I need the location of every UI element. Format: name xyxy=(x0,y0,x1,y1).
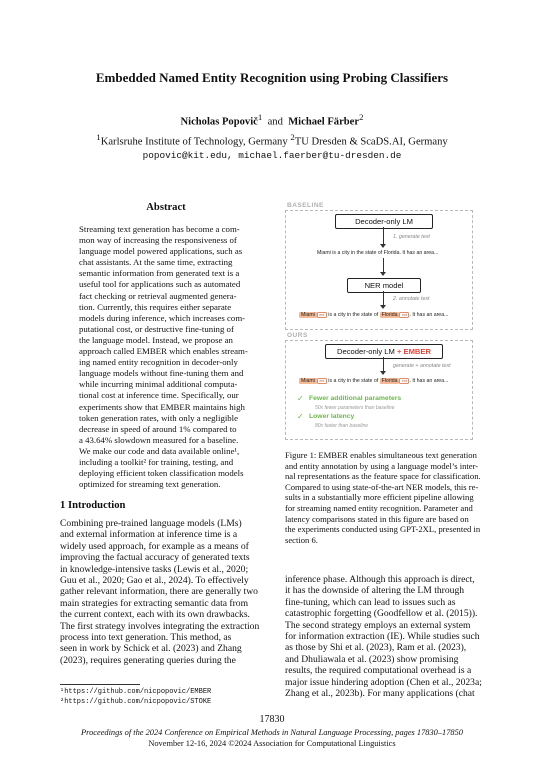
body-line: The second strategy employs an external system xyxy=(285,619,471,631)
abstract-line: semantic information from generated text is a xyxy=(79,268,240,279)
abstract-line: decrease in speed of around 1% compared to xyxy=(79,423,237,434)
abstract-line: deploying efficient token classification models xyxy=(79,468,244,479)
caption-line: Figure 1: EMBER enables simultaneous text generation xyxy=(285,450,477,460)
affiliations: $^1$Karlsruhe Institute of Technology, Germany $^2$TU Dresden & ScaDS.AI, Germany xyxy=(96,131,448,148)
emails: popovic@kit.edu, michael.faerber@tu-dresden.de xyxy=(142,150,402,162)
body-line: as those by Shi et al. (2023), Ram et al. (2023), xyxy=(285,642,467,654)
intro-line: The first strategy involves integrating the extraction xyxy=(60,620,260,632)
benefit-latency: Lower latency xyxy=(309,413,355,420)
step-2-note: 2. annotate text xyxy=(393,296,430,302)
check-icon: ✓ xyxy=(297,394,304,403)
author-names: Nicholas Popovič$^1$ and Michael Färber$^2$ xyxy=(180,112,364,128)
intro-line: the current context, each with its own drawbacks. xyxy=(60,609,250,621)
intro-line: and external information at inference time is a xyxy=(60,529,238,541)
body-line: inference phase. Although this approach is direct, xyxy=(285,574,475,585)
body-line: catastrophic forgetting (Goodfellow et al. (2015)). xyxy=(285,608,478,620)
author-2: Michael Färber xyxy=(288,116,360,128)
intro-line: process into text generation. This method, as xyxy=(60,632,232,644)
caption-line: latency comparisons stated in this figure are based on xyxy=(285,513,469,524)
footnote-2[interactable]: ²https://github.com/nicpopovic/STOKE xyxy=(60,698,212,706)
caption-line: the experiments conducted using GPT-2XL, presented in xyxy=(285,524,481,535)
right-column-text xyxy=(285,574,485,699)
introduction-body xyxy=(60,518,273,666)
footnote-rule xyxy=(60,684,140,685)
abstract-line: chat assistants. At the same time, extracting xyxy=(79,257,233,268)
arrow-icon xyxy=(380,244,386,248)
abstract-line: optimized for streaming text generation. xyxy=(79,479,221,490)
abstract-line: including a toolkit² for training, testing, and xyxy=(79,456,234,467)
abstract-body xyxy=(79,224,253,490)
intro-line: (2023), requires generating queries during the xyxy=(60,654,236,666)
author-block xyxy=(0,110,544,163)
caption-line: Compared to using state-of-the-art NER models, this re- xyxy=(285,481,479,492)
abstract-line: language models without fine-tuning them and xyxy=(79,368,244,379)
abstract-line: mon way of increasing the responsiveness of xyxy=(79,235,237,246)
arrow-icon xyxy=(380,371,386,375)
body-line: and Dhuliawala et al. (2023) show promising xyxy=(285,653,459,665)
intro-line: widely used approach, for example as a means of xyxy=(60,540,249,552)
decoder-lm-box-baseline: Decoder-only LM xyxy=(335,214,433,229)
abstract-line: useful tool for applications such as automated xyxy=(79,279,241,290)
intro-line: seen in work by Schick et al. (2023) and Zhang xyxy=(60,643,242,655)
intro-line: Guu et al., 2020; Gao et al., 2024). To effectively xyxy=(60,575,249,587)
abstract-line: the language model. Instead, we propose an xyxy=(79,334,233,345)
body-line: for information extraction (IE). While studies such xyxy=(285,631,480,643)
intro-line: in knowledge-intensive tasks (Lewis et al., 2020; xyxy=(60,563,249,575)
intro-line: improving the factual accuracy of generated texts xyxy=(60,552,250,564)
body-line: results, the required computational overhead is a xyxy=(285,665,472,677)
abstract-line: We make our code and data available online¹, xyxy=(79,445,240,456)
arrow-icon xyxy=(380,305,386,309)
step-ours-note: generate + annotate text xyxy=(393,363,451,369)
abstract-line: tional cost at inference time. Specifically, our xyxy=(79,390,239,401)
abstract-line: ing named entity recognition in decoder-only xyxy=(79,357,238,368)
abstract-line: fact checking or retrieval augmented genera- xyxy=(79,290,237,301)
intro-line: Combining pre-trained language models (LMs) xyxy=(60,518,242,529)
proceedings-footer: Proceedings of the 2024 Conference on Empirical Methods in Natural Language Processing, pages 17830–17850 November 12-16, 2024 ©2024 Association for Computational Linguistics xyxy=(81,728,463,748)
abstract-line: tion. Currently, this requires either separate xyxy=(79,301,232,312)
figure-1 xyxy=(285,202,485,442)
paper-title: Embedded Named Entity Recognition using Probing Classifiers xyxy=(95,70,449,85)
caption-line: and entity annotation by using a language model’s inter- xyxy=(285,460,479,471)
generated-sentence: Miami is a city in the state of Florida. It has an area... xyxy=(317,250,439,256)
page-number: 17830 xyxy=(259,714,285,725)
abstract-line: Streaming text generation has become a com- xyxy=(79,224,240,234)
baseline-label: BASELINE xyxy=(287,202,324,209)
abstract-line: token generation rates, with only a negligible xyxy=(79,412,239,423)
introduction-heading: 1 Introduction xyxy=(60,500,126,511)
figure-caption xyxy=(285,450,485,545)
benefit-parameters-sub: 50x fewer parameters than baseline xyxy=(315,405,395,411)
decoder-lm-ember-box: Decoder-only LM + EMBER xyxy=(325,344,443,359)
abstract-line: language model powered applications, such as xyxy=(79,246,243,257)
caption-line: section 6. xyxy=(285,534,318,545)
caption-line: for streaming named entity recognition. Parameter and xyxy=(285,502,473,513)
caption-line: nal representations as the feature space for classification. xyxy=(285,471,481,482)
body-line: it has the downside of altering the LM through xyxy=(285,585,465,597)
body-line: Zhang et al., 2023b). For many applications (chat xyxy=(285,688,475,700)
intro-line: gather relevant information, there are generally two xyxy=(60,586,258,598)
annotated-sentence-baseline: Miami ent is a city in the state of Florida ent . It has an area... xyxy=(301,312,449,318)
ours-label: OURS xyxy=(287,332,308,339)
abstract-line: putational cost, or destructive fine-tuning of xyxy=(79,323,234,334)
check-icon: ✓ xyxy=(297,412,304,421)
abstract-heading: Abstract xyxy=(146,202,186,213)
abstract-line: approach called EMBER which enables stream- xyxy=(79,346,248,357)
author-1: Nicholas Popovič xyxy=(180,116,258,128)
intro-line: main strategies for extracting semantic data from xyxy=(60,597,249,609)
benefit-latency-sub: 80x faster than baseline xyxy=(315,423,369,429)
step-1-note: 1. generate text xyxy=(393,234,430,240)
arrow-icon xyxy=(380,272,386,276)
abstract-line: a 43.64% slowdown measured for a baseline. xyxy=(79,434,239,445)
caption-line: sults in a substantially more efficient pipeline allowing xyxy=(285,492,474,503)
body-line: fine-tuning, which can lead to issues such as xyxy=(285,596,456,608)
abstract-line: experiments show that EMBER maintains high xyxy=(79,401,245,412)
abstract-line: models during inference, which increases com- xyxy=(79,312,246,323)
ner-model-box: NER model xyxy=(347,278,421,293)
footnote-1[interactable]: ¹https://github.com/nicpopovic/EMBER xyxy=(60,688,212,696)
body-line: major issue hindering adoption (Chen et al., 2023a; xyxy=(285,676,482,688)
annotated-sentence-ours: Miami ent is a city in the state of Florida ent . It has an area... xyxy=(301,378,449,384)
benefit-parameters: Fewer additional parameters xyxy=(309,395,402,402)
abstract-line: while incurring minimal additional computa- xyxy=(79,379,238,390)
